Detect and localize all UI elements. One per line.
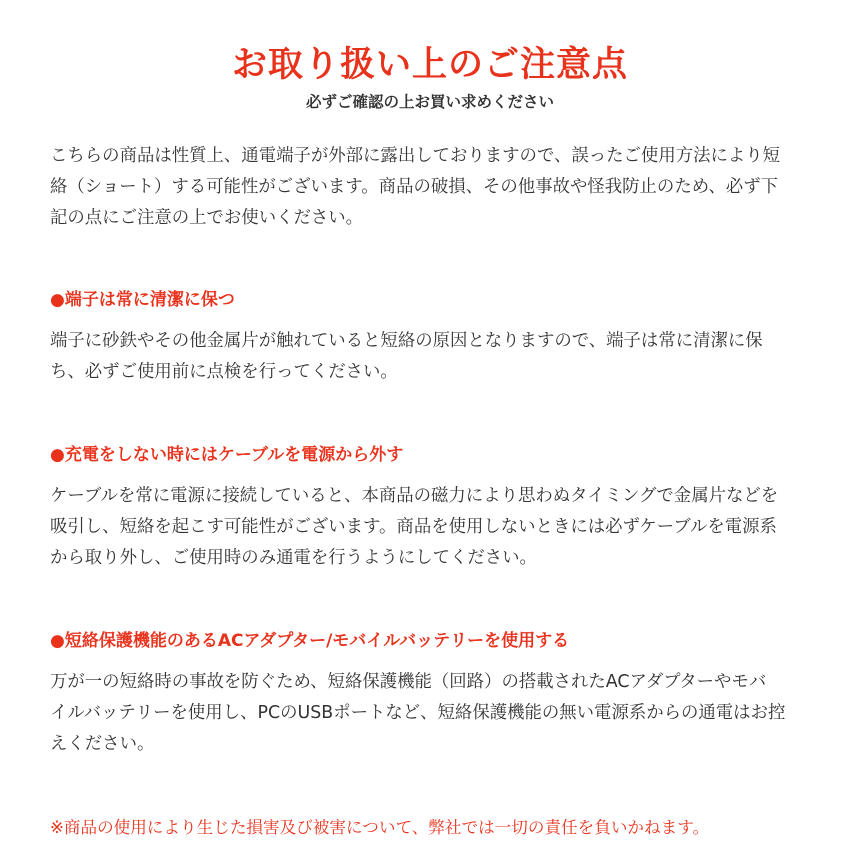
section-heading-unplug-cable: ●充電をしない時にはケーブルを電源から外す — [50, 445, 404, 465]
section-heading-keep-terminals-clean: ●端子は常に清潔に保つ — [50, 290, 235, 310]
intro-paragraph — [50, 141, 820, 234]
section-heading-use-protected-adapter: ●短絡保護機能のあるACアダプター/モバイルバッテリーを使用する — [50, 631, 570, 651]
section-line: 吸引し、短絡を起こす可能性がございます。商品を使用しないときには必ずケーブルを電源系 — [50, 517, 777, 537]
section-body-unplug-cable — [50, 481, 820, 574]
intro-line: 記の点にご注意の上でお使いください。 — [50, 208, 364, 228]
page-subtitle: 必ずご確認の上お買い求めください — [305, 93, 554, 111]
section-line: 端子に砂鉄やその他金属片が触れていると短絡の原因となりますので、端子は常に清潔に保 — [50, 331, 763, 351]
page-title: お取り扱い上のご注意点 — [231, 45, 628, 85]
section-body-keep-terminals-clean — [50, 326, 820, 388]
disclaimer-notice: ※商品の使用により生じた損害及び被害について、弊社では一切の責任を負いかねます。 — [50, 818, 710, 837]
section-line: イルバッテリーを使用し、PCのUSBポートなど、短絡保護機能の無い電源系からの通電はお控 — [50, 703, 786, 723]
intro-line: こちらの商品は性質上、通電端子が外部に露出しておりますので、誤ったご使用方法により短 — [50, 146, 781, 166]
intro-line: 絡（ショート）する可能性がございます。商品の破損、その他事故や怪我防止のため、必ず下 — [50, 177, 778, 197]
section-line: えください。 — [50, 734, 155, 754]
section-line: 万が一の短絡時の事故を防ぐため、短絡保護機能（回路）の搭載されたACアダプターやモバ — [50, 672, 767, 692]
section-line: ケーブルを常に電源に接続していると、本商品の磁力により思わぬタイミングで金属片などを — [50, 486, 779, 506]
section-body-use-protected-adapter — [50, 667, 820, 760]
section-line: ち、必ずご使用前に点検を行ってください。 — [50, 362, 398, 382]
section-line: から取り外し、ご使用時のみ通電を行うようにしてください。 — [50, 548, 537, 568]
